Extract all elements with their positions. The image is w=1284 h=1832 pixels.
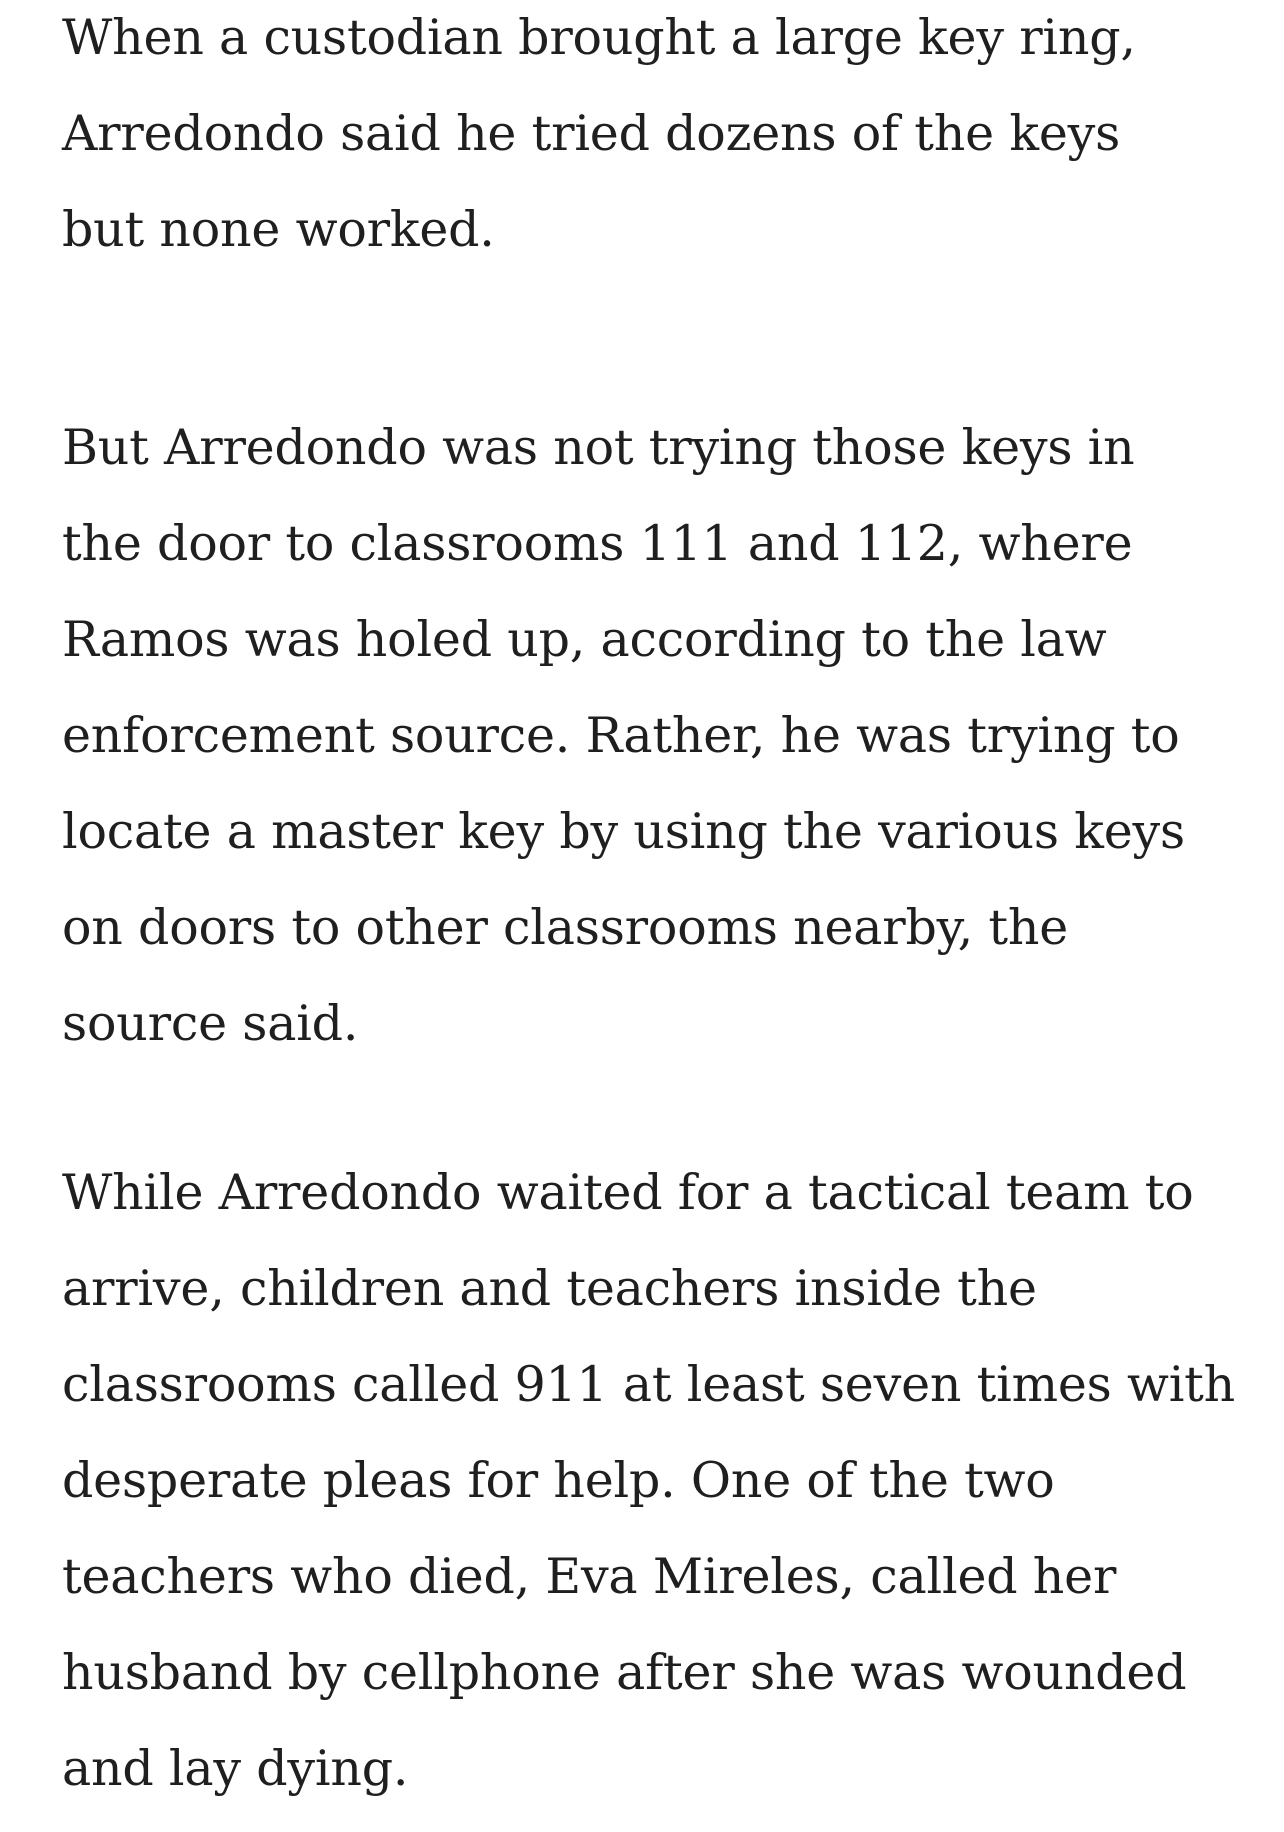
paragraph-2	[62, 400, 1185, 1072]
paragraph-line: husband by cellphone after she was wounded	[62, 1644, 1187, 1701]
paragraph-3	[62, 1145, 1235, 1817]
paragraph-line: classrooms called 911 at least seven times with	[62, 1356, 1236, 1413]
paragraph-line: While Arredondo waited for a tactical team to	[62, 1164, 1194, 1221]
paragraph-line: Ramos was holed up, according to the law	[62, 611, 1107, 668]
paragraph-line: the door to classrooms 111 and 112, where	[62, 515, 1133, 572]
paragraph-line: source said.	[62, 995, 359, 1052]
paragraph-line: arrive, children and teachers inside the	[62, 1260, 1037, 1317]
paragraph-line: locate a master key by using the various keys	[62, 803, 1185, 860]
paragraph-line: and lay dying.	[62, 1740, 409, 1797]
paragraph-line: on doors to other classrooms nearby, the	[62, 899, 1069, 956]
paragraph-1	[62, 0, 1136, 278]
paragraph-line: When a custodian brought a large key ring,	[62, 9, 1136, 66]
paragraph-line: Arredondo said he tried dozens of the keys	[62, 105, 1121, 162]
paragraph-line: But Arredondo was not trying those keys in	[62, 419, 1135, 476]
paragraph-line: enforcement source. Rather, he was trying to	[62, 707, 1180, 764]
paragraph-line: teachers who died, Eva Mireles, called her	[62, 1548, 1117, 1605]
paragraph-line: desperate pleas for help. One of the two	[62, 1452, 1055, 1509]
paragraph-line: but none worked.	[62, 201, 495, 258]
